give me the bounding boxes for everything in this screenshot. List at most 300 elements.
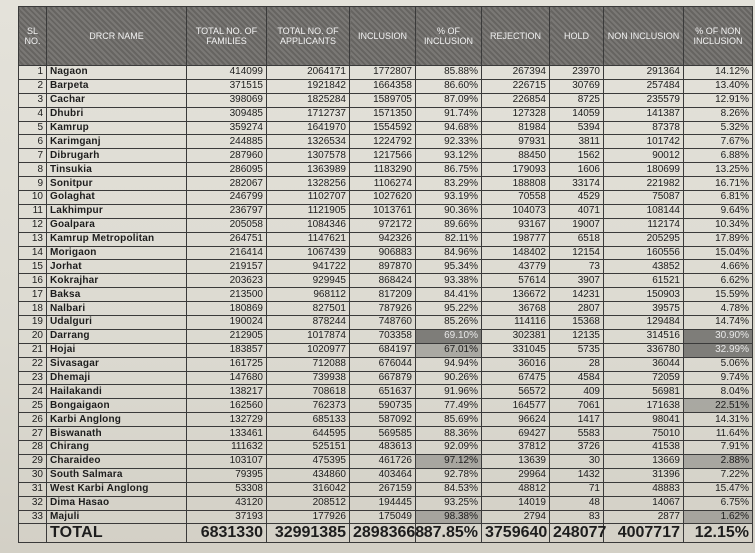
cell-inclusion: 1224792 <box>350 135 416 149</box>
cell-name: Goalpara <box>47 218 187 232</box>
cell-name: Hojai <box>47 343 187 357</box>
cell-sl: 6 <box>19 135 47 149</box>
cell-non-inclusion: 98041 <box>604 413 684 427</box>
cell-applicants: 762373 <box>267 399 350 413</box>
table-row <box>19 107 753 121</box>
cell-families: 219157 <box>187 260 267 274</box>
cell-sl: 22 <box>19 357 47 371</box>
cell-rejection: 104073 <box>482 204 550 218</box>
cell-rejection: 14019 <box>482 496 550 510</box>
cell-applicants: 208512 <box>267 496 350 510</box>
cell-families: 111632 <box>187 441 267 455</box>
cell-rejection: 97931 <box>482 135 550 149</box>
cell-rejection: 70558 <box>482 191 550 205</box>
cell-applicants: 316042 <box>267 482 350 496</box>
cell-applicants: 1326534 <box>267 135 350 149</box>
cell-hold: 7061 <box>550 399 604 413</box>
cell-pct-inclusion: 92.78% <box>416 468 482 482</box>
cell-sl: 27 <box>19 427 47 441</box>
cell-inclusion: 194445 <box>350 496 416 510</box>
cell-inclusion: 1554592 <box>350 121 416 135</box>
cell-pct-non-inclusion: 7.91% <box>684 441 753 455</box>
table-row <box>19 302 753 316</box>
cell-pct-inclusion: 91.74% <box>416 107 482 121</box>
table-row <box>19 149 753 163</box>
cell-applicants: 968112 <box>267 288 350 302</box>
cell-inclusion: 587092 <box>350 413 416 427</box>
cell-pct-inclusion: 82.11% <box>416 232 482 246</box>
cell-non-inclusion: 160556 <box>604 246 684 260</box>
cell-families: 162560 <box>187 399 267 413</box>
cell-families: 371515 <box>187 79 267 93</box>
cell-families: 414099 <box>187 66 267 80</box>
cell-applicants: 1017874 <box>267 329 350 343</box>
cell-hold: 12154 <box>550 246 604 260</box>
total-label: TOTAL <box>47 524 187 543</box>
cell-name: Chirang <box>47 441 187 455</box>
cell-pct-inclusion: 94.68% <box>416 121 482 135</box>
cell-rejection: 29964 <box>482 468 550 482</box>
table-row <box>19 316 753 330</box>
cell-non-inclusion: 90012 <box>604 149 684 163</box>
table-row <box>19 468 753 482</box>
cell-name: Charaideo <box>47 454 187 468</box>
cell-pct-non-inclusion: 14.12% <box>684 66 753 80</box>
table-row <box>19 427 753 441</box>
header-hold: HOLD <box>550 7 604 66</box>
cell-inclusion: 817209 <box>350 288 416 302</box>
cell-inclusion: 483613 <box>350 441 416 455</box>
cell-sl: 14 <box>19 246 47 260</box>
cell-pct-inclusion: 95.22% <box>416 302 482 316</box>
cell-pct-inclusion: 67.01% <box>416 343 482 357</box>
table-row <box>19 274 753 288</box>
cell-name: Udalguri <box>47 316 187 330</box>
cell-name: Darrang <box>47 329 187 343</box>
total-rejection: 3759640 <box>482 524 550 543</box>
cell-families: 180869 <box>187 302 267 316</box>
cell-pct-non-inclusion: 5.32% <box>684 121 753 135</box>
cell-inclusion: 906883 <box>350 246 416 260</box>
table-row <box>19 93 753 107</box>
cell-pct-inclusion: 91.96% <box>416 385 482 399</box>
cell-pct-non-inclusion: 10.34% <box>684 218 753 232</box>
cell-non-inclusion: 39575 <box>604 302 684 316</box>
table-row <box>19 385 753 399</box>
cell-rejection: 148402 <box>482 246 550 260</box>
cell-hold: 71 <box>550 482 604 496</box>
cell-name: West Karbi Anglong <box>47 482 187 496</box>
cell-hold: 73 <box>550 260 604 274</box>
cell-name: Kokrajhar <box>47 274 187 288</box>
total-row <box>19 524 753 543</box>
cell-pct-inclusion: 92.09% <box>416 441 482 455</box>
cell-applicants: 475395 <box>267 454 350 468</box>
cell-name: Sonitpur <box>47 177 187 191</box>
cell-name: Golaghat <box>47 191 187 205</box>
cell-sl: 24 <box>19 385 47 399</box>
cell-name: Biswanath <box>47 427 187 441</box>
cell-non-inclusion: 221982 <box>604 177 684 191</box>
cell-applicants: 1921842 <box>267 79 350 93</box>
cell-applicants: 1363989 <box>267 163 350 177</box>
cell-pct-non-inclusion: 9.64% <box>684 204 753 218</box>
cell-pct-inclusion: 84.96% <box>416 246 482 260</box>
cell-applicants: 1825284 <box>267 93 350 107</box>
cell-pct-non-inclusion: 15.47% <box>684 482 753 496</box>
cell-pct-non-inclusion: 16.71% <box>684 177 753 191</box>
cell-pct-non-inclusion: 22.51% <box>684 399 753 413</box>
cell-inclusion: 461726 <box>350 454 416 468</box>
cell-applicants: 1641970 <box>267 121 350 135</box>
cell-families: 43120 <box>187 496 267 510</box>
cell-hold: 15368 <box>550 316 604 330</box>
cell-non-inclusion: 43852 <box>604 260 684 274</box>
cell-families: 287960 <box>187 149 267 163</box>
cell-non-inclusion: 48883 <box>604 482 684 496</box>
cell-hold: 1562 <box>550 149 604 163</box>
cell-inclusion: 1589705 <box>350 93 416 107</box>
cell-pct-non-inclusion: 7.22% <box>684 468 753 482</box>
cell-sl: 21 <box>19 343 47 357</box>
cell-sl: 15 <box>19 260 47 274</box>
table-row <box>19 441 753 455</box>
total-pct-inclusion: 87.85% <box>416 524 482 543</box>
cell-non-inclusion: 13669 <box>604 454 684 468</box>
table-row <box>19 413 753 427</box>
total-hold: 248077 <box>550 524 604 543</box>
cell-applicants: 434860 <box>267 468 350 482</box>
cell-sl: 17 <box>19 288 47 302</box>
table-row <box>19 66 753 80</box>
cell-pct-inclusion: 90.26% <box>416 371 482 385</box>
cell-rejection: 96624 <box>482 413 550 427</box>
total-families: 6831330 <box>187 524 267 543</box>
cell-pct-inclusion: 83.29% <box>416 177 482 191</box>
cell-rejection: 267394 <box>482 66 550 80</box>
cell-inclusion: 1664358 <box>350 79 416 93</box>
cell-hold: 1432 <box>550 468 604 482</box>
cell-non-inclusion: 150903 <box>604 288 684 302</box>
cell-non-inclusion: 205295 <box>604 232 684 246</box>
cell-pct-inclusion: 90.36% <box>416 204 482 218</box>
cell-name: Karbi Anglong <box>47 413 187 427</box>
cell-non-inclusion: 14067 <box>604 496 684 510</box>
cell-pct-inclusion: 89.66% <box>416 218 482 232</box>
cell-sl: 1 <box>19 66 47 80</box>
header-non-inclusion: NON INCLUSION <box>604 7 684 66</box>
cell-inclusion: 897870 <box>350 260 416 274</box>
cell-inclusion: 942326 <box>350 232 416 246</box>
cell-pct-inclusion: 94.94% <box>416 357 482 371</box>
total-non-inclusion: 4007717 <box>604 524 684 543</box>
cell-non-inclusion: 336780 <box>604 343 684 357</box>
cell-non-inclusion: 31396 <box>604 468 684 482</box>
cell-families: 213500 <box>187 288 267 302</box>
cell-inclusion: 267159 <box>350 482 416 496</box>
cell-pct-non-inclusion: 6.88% <box>684 149 753 163</box>
cell-applicants: 712088 <box>267 357 350 371</box>
cell-families: 309485 <box>187 107 267 121</box>
cell-rejection: 67475 <box>482 371 550 385</box>
cell-inclusion: 667879 <box>350 371 416 385</box>
cell-hold: 3726 <box>550 441 604 455</box>
cell-sl: 31 <box>19 482 47 496</box>
cell-rejection: 226715 <box>482 79 550 93</box>
cell-name: Hailakandi <box>47 385 187 399</box>
cell-families: 133461 <box>187 427 267 441</box>
table-row <box>19 288 753 302</box>
cell-pct-non-inclusion: 9.74% <box>684 371 753 385</box>
cell-rejection: 198777 <box>482 232 550 246</box>
cell-sl: 20 <box>19 329 47 343</box>
table-row <box>19 510 753 524</box>
cell-sl: 16 <box>19 274 47 288</box>
cell-sl: 30 <box>19 468 47 482</box>
cell-applicants: 929945 <box>267 274 350 288</box>
cell-rejection: 331045 <box>482 343 550 357</box>
cell-hold: 4529 <box>550 191 604 205</box>
nrc-district-table <box>18 6 753 543</box>
cell-non-inclusion: 56981 <box>604 385 684 399</box>
cell-name: Nalbari <box>47 302 187 316</box>
cell-name: Majuli <box>47 510 187 524</box>
cell-name: Dhubri <box>47 107 187 121</box>
header-name: DRCR NAME <box>47 7 187 66</box>
cell-pct-non-inclusion: 15.59% <box>684 288 753 302</box>
cell-name: Dima Hasao <box>47 496 187 510</box>
cell-families: 236797 <box>187 204 267 218</box>
cell-pct-non-inclusion: 17.89% <box>684 232 753 246</box>
cell-hold: 5394 <box>550 121 604 135</box>
table-row <box>19 135 753 149</box>
cell-families: 132729 <box>187 413 267 427</box>
table-row <box>19 496 753 510</box>
cell-non-inclusion: 141387 <box>604 107 684 121</box>
cell-sl: 19 <box>19 316 47 330</box>
cell-sl: 29 <box>19 454 47 468</box>
cell-pct-inclusion: 93.19% <box>416 191 482 205</box>
header-row <box>19 7 753 66</box>
cell-applicants: 1121905 <box>267 204 350 218</box>
cell-inclusion: 868424 <box>350 274 416 288</box>
cell-pct-non-inclusion: 30.90% <box>684 329 753 343</box>
cell-pct-inclusion: 93.25% <box>416 496 482 510</box>
cell-rejection: 36768 <box>482 302 550 316</box>
cell-inclusion: 590735 <box>350 399 416 413</box>
cell-hold: 14059 <box>550 107 604 121</box>
cell-hold: 12135 <box>550 329 604 343</box>
cell-applicants: 708618 <box>267 385 350 399</box>
table-row <box>19 454 753 468</box>
cell-applicants: 827501 <box>267 302 350 316</box>
cell-families: 190024 <box>187 316 267 330</box>
cell-non-inclusion: 314516 <box>604 329 684 343</box>
cell-families: 138217 <box>187 385 267 399</box>
cell-pct-non-inclusion: 6.62% <box>684 274 753 288</box>
cell-rejection: 226854 <box>482 93 550 107</box>
cell-applicants: 1307578 <box>267 149 350 163</box>
cell-hold: 6518 <box>550 232 604 246</box>
cell-hold: 1417 <box>550 413 604 427</box>
cell-applicants: 1712737 <box>267 107 350 121</box>
cell-pct-inclusion: 69.10% <box>416 329 482 343</box>
table-row <box>19 246 753 260</box>
cell-hold: 409 <box>550 385 604 399</box>
cell-name: Bongaigaon <box>47 399 187 413</box>
cell-pct-non-inclusion: 5.06% <box>684 357 753 371</box>
cell-inclusion: 403464 <box>350 468 416 482</box>
cell-pct-inclusion: 97.12% <box>416 454 482 468</box>
cell-name: Dhemaji <box>47 371 187 385</box>
cell-pct-non-inclusion: 2.88% <box>684 454 753 468</box>
cell-sl: 2 <box>19 79 47 93</box>
cell-pct-inclusion: 84.41% <box>416 288 482 302</box>
header-families: TOTAL NO. OF FAMILIES <box>187 7 267 66</box>
cell-inclusion: 972172 <box>350 218 416 232</box>
cell-inclusion: 676044 <box>350 357 416 371</box>
cell-applicants: 1067439 <box>267 246 350 260</box>
cell-sl: 5 <box>19 121 47 135</box>
cell-non-inclusion: 75087 <box>604 191 684 205</box>
cell-rejection: 2794 <box>482 510 550 524</box>
cell-sl: 4 <box>19 107 47 121</box>
cell-pct-non-inclusion: 15.04% <box>684 246 753 260</box>
table-row <box>19 329 753 343</box>
cell-pct-non-inclusion: 7.67% <box>684 135 753 149</box>
cell-families: 183857 <box>187 343 267 357</box>
header-applicants: TOTAL NO. OF APPLICANTS <box>267 7 350 66</box>
cell-applicants: 644595 <box>267 427 350 441</box>
cell-sl: 23 <box>19 371 47 385</box>
cell-rejection: 302381 <box>482 329 550 343</box>
cell-applicants: 941722 <box>267 260 350 274</box>
cell-rejection: 13639 <box>482 454 550 468</box>
cell-sl: 32 <box>19 496 47 510</box>
cell-inclusion: 787926 <box>350 302 416 316</box>
cell-families: 216414 <box>187 246 267 260</box>
cell-pct-non-inclusion: 8.04% <box>684 385 753 399</box>
cell-pct-inclusion: 95.34% <box>416 260 482 274</box>
cell-hold: 2807 <box>550 302 604 316</box>
cell-applicants: 2064171 <box>267 66 350 80</box>
cell-rejection: 88450 <box>482 149 550 163</box>
cell-families: 359274 <box>187 121 267 135</box>
table-row <box>19 204 753 218</box>
cell-inclusion: 1571350 <box>350 107 416 121</box>
cell-sl: 11 <box>19 204 47 218</box>
cell-name: Cachar <box>47 93 187 107</box>
cell-hold: 30 <box>550 454 604 468</box>
total-pct-non-inclusion: 12.15% <box>684 524 753 543</box>
cell-rejection: 188808 <box>482 177 550 191</box>
cell-pct-inclusion: 93.38% <box>416 274 482 288</box>
cell-name: Barpeta <box>47 79 187 93</box>
cell-pct-non-inclusion: 4.78% <box>684 302 753 316</box>
cell-sl: 12 <box>19 218 47 232</box>
cell-inclusion: 748760 <box>350 316 416 330</box>
cell-non-inclusion: 2877 <box>604 510 684 524</box>
cell-name: Dibrugarh <box>47 149 187 163</box>
cell-name: Lakhimpur <box>47 204 187 218</box>
cell-families: 53308 <box>187 482 267 496</box>
cell-pct-non-inclusion: 14.74% <box>684 316 753 330</box>
cell-applicants: 1020977 <box>267 343 350 357</box>
cell-non-inclusion: 291364 <box>604 66 684 80</box>
cell-pct-inclusion: 87.09% <box>416 93 482 107</box>
cell-applicants: 1147621 <box>267 232 350 246</box>
cell-applicants: 685133 <box>267 413 350 427</box>
cell-hold: 3811 <box>550 135 604 149</box>
table-row <box>19 482 753 496</box>
cell-rejection: 48812 <box>482 482 550 496</box>
cell-families: 244885 <box>187 135 267 149</box>
table-row <box>19 260 753 274</box>
cell-non-inclusion: 257484 <box>604 79 684 93</box>
cell-pct-non-inclusion: 11.64% <box>684 427 753 441</box>
cell-families: 205058 <box>187 218 267 232</box>
cell-families: 398069 <box>187 93 267 107</box>
cell-applicants: 177926 <box>267 510 350 524</box>
cell-non-inclusion: 36044 <box>604 357 684 371</box>
cell-pct-inclusion: 98.38% <box>416 510 482 524</box>
cell-pct-inclusion: 85.88% <box>416 66 482 80</box>
table-row <box>19 121 753 135</box>
cell-name: Kamrup <box>47 121 187 135</box>
table-row <box>19 191 753 205</box>
cell-inclusion: 1772807 <box>350 66 416 80</box>
cell-pct-inclusion: 88.36% <box>416 427 482 441</box>
cell-families: 103107 <box>187 454 267 468</box>
cell-inclusion: 1183290 <box>350 163 416 177</box>
cell-hold: 19007 <box>550 218 604 232</box>
cell-hold: 14231 <box>550 288 604 302</box>
cell-families: 79395 <box>187 468 267 482</box>
cell-hold: 28 <box>550 357 604 371</box>
cell-non-inclusion: 129484 <box>604 316 684 330</box>
cell-families: 212905 <box>187 329 267 343</box>
cell-pct-non-inclusion: 6.81% <box>684 191 753 205</box>
cell-inclusion: 703358 <box>350 329 416 343</box>
cell-sl: 25 <box>19 399 47 413</box>
cell-pct-non-inclusion: 12.91% <box>684 93 753 107</box>
cell-sl: 3 <box>19 93 47 107</box>
cell-name: South Salmara <box>47 468 187 482</box>
cell-sl: 7 <box>19 149 47 163</box>
cell-non-inclusion: 72059 <box>604 371 684 385</box>
cell-non-inclusion: 41538 <box>604 441 684 455</box>
table-row <box>19 357 753 371</box>
cell-pct-non-inclusion: 6.75% <box>684 496 753 510</box>
cell-non-inclusion: 235579 <box>604 93 684 107</box>
cell-name: Nagaon <box>47 66 187 80</box>
cell-name: Tinsukia <box>47 163 187 177</box>
cell-rejection: 81984 <box>482 121 550 135</box>
total-inclusion: 28983668 <box>350 524 416 543</box>
cell-families: 264751 <box>187 232 267 246</box>
cell-rejection: 56572 <box>482 385 550 399</box>
table-row <box>19 343 753 357</box>
cell-families: 286095 <box>187 163 267 177</box>
cell-hold: 4584 <box>550 371 604 385</box>
cell-non-inclusion: 171638 <box>604 399 684 413</box>
cell-sl: 9 <box>19 177 47 191</box>
cell-pct-inclusion: 92.33% <box>416 135 482 149</box>
cell-inclusion: 651637 <box>350 385 416 399</box>
cell-pct-non-inclusion: 8.26% <box>684 107 753 121</box>
cell-pct-inclusion: 84.53% <box>416 482 482 496</box>
cell-sl: 8 <box>19 163 47 177</box>
